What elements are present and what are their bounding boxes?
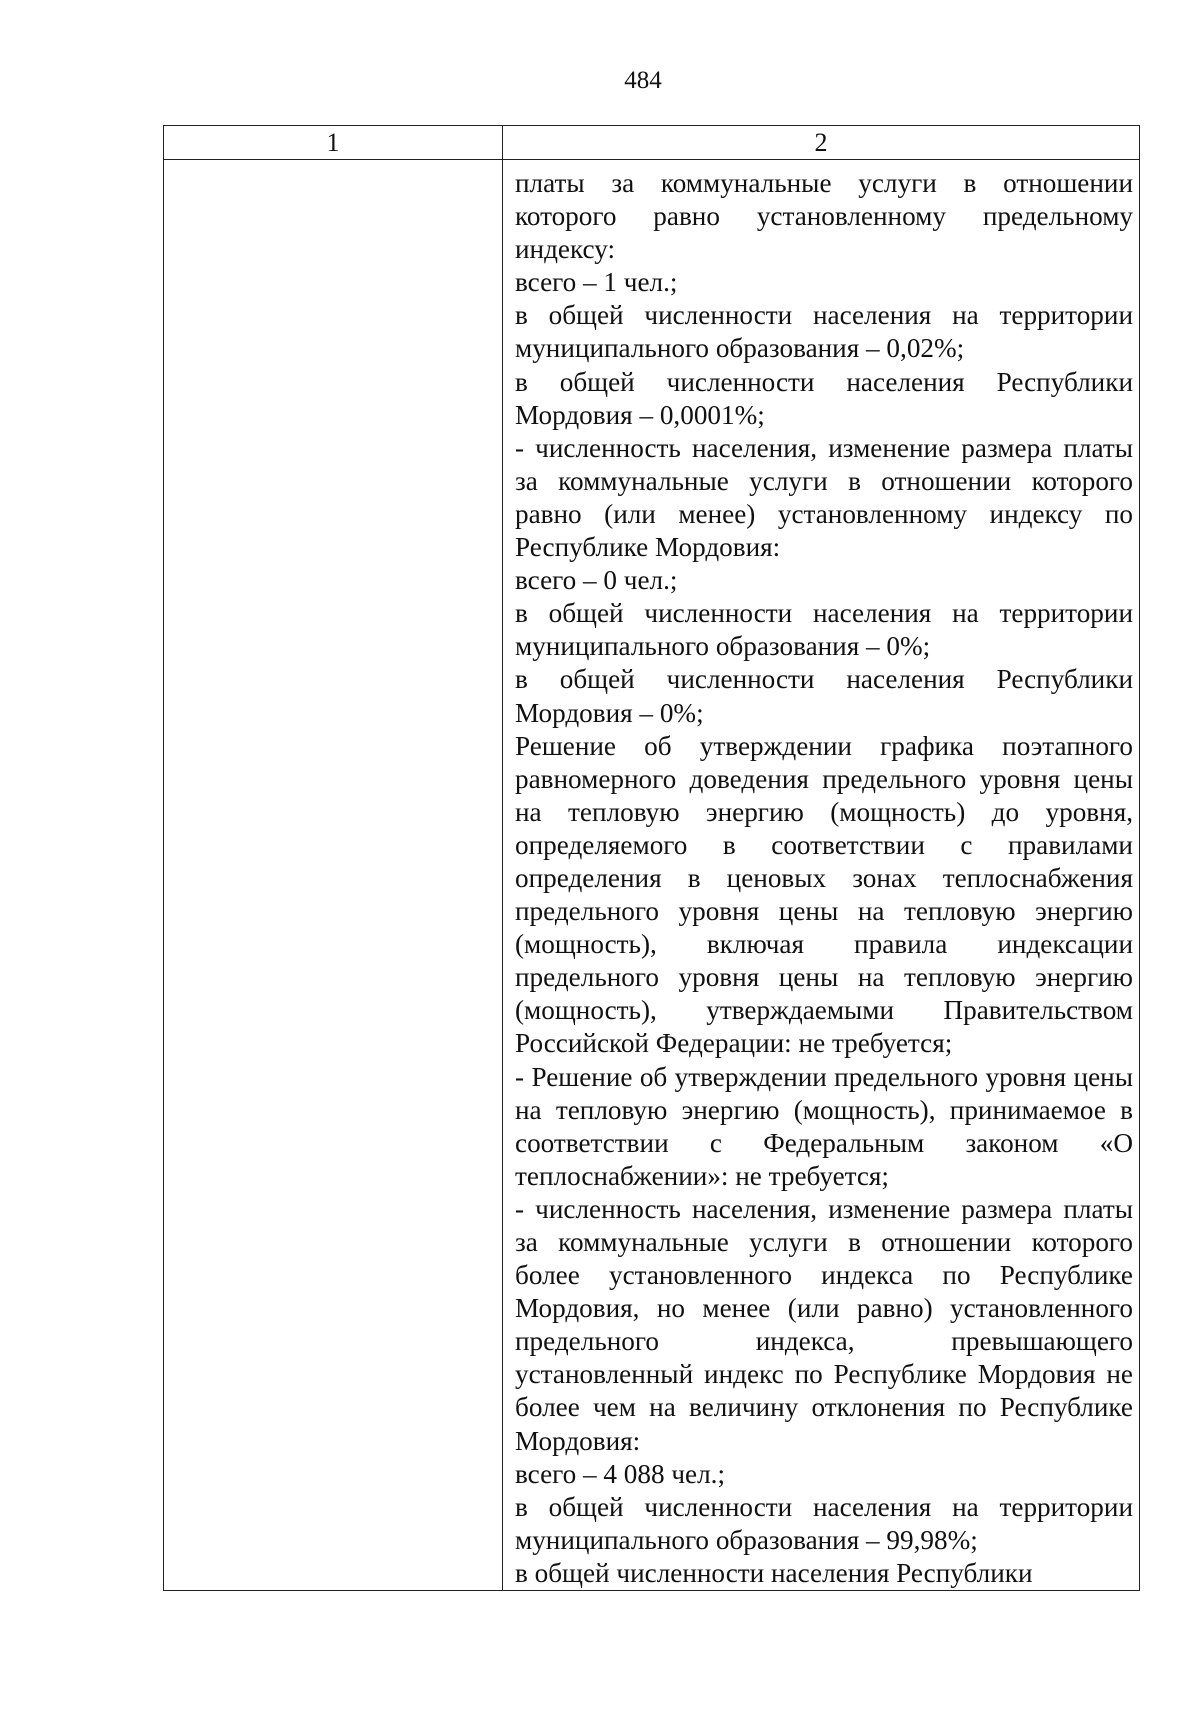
column-header-2: 2 xyxy=(503,126,1140,160)
document-table xyxy=(163,125,1140,1591)
paragraph: в общей численности населения на территории муниципального образования – 0%; xyxy=(515,598,1133,662)
paragraph: в общей численности населения на территории муниципального образования – 99,98%; xyxy=(515,1491,1133,1555)
paragraph: всего – 0 чел.; xyxy=(515,565,678,596)
paragraph: в общей численности населения на территории муниципального образования – 0,02%; xyxy=(515,300,1133,364)
paragraph: всего – 1 чел.; xyxy=(515,267,678,298)
paragraph: - численность населения, изменение размера платы за коммунальные услуги в отношении которого более установленного индекса по Республике Мордовия, но менее (или равно) установленного предельного индекса, превышающего установленный индекс по Республике Мордовия не более чем на величину отклонения по Республике Мордовия: xyxy=(515,1193,1133,1456)
paragraph: платы за коммунальные услуги в отношении которого равно установленному предельному индексу: xyxy=(515,168,1133,265)
column-header-1: 1 xyxy=(164,126,503,160)
paragraph: - численность населения, изменение размера платы за коммунальные услуги в отношении которого равно (или менее) установленному индексу по Республике Мордовия: xyxy=(515,432,1133,563)
table-row xyxy=(164,160,1140,1591)
table-header-row xyxy=(164,126,1140,160)
paragraph: в общей численности населения Республики xyxy=(515,1557,1033,1588)
column-2-cell xyxy=(503,160,1140,1591)
column-2-text xyxy=(503,160,1139,1590)
paragraph: в общей численности населения Республики Мордовия – 0,0001%; xyxy=(515,366,1133,430)
paragraph: Решение об утверждении графика поэтапного равномерного доведения предельного уровня цены на тепловую энергию (мощность) до уровня, определяемого в соответствии с правилами определения в ценовых зонах теплоснабжения предельного уровня цены на тепловую энергию (мощность), включая правила индексации предельного уровня цены на тепловую энергию (мощность), утверждаемыми Правительством Российской Федерации: не требуется; xyxy=(515,730,1133,1059)
paragraph: - Решение об утверждении предельного уровня цены на тепловую энергию (мощность), принимаемое в соответствии с Федеральным законом «О теплоснабжении»: не требуется; xyxy=(515,1061,1133,1191)
paragraph: всего – 4 088 чел.; xyxy=(515,1458,726,1489)
column-1-cell xyxy=(164,160,503,1591)
page-number: 484 xyxy=(624,67,662,94)
paragraph: в общей численности населения Республики Мордовия – 0%; xyxy=(515,664,1133,728)
